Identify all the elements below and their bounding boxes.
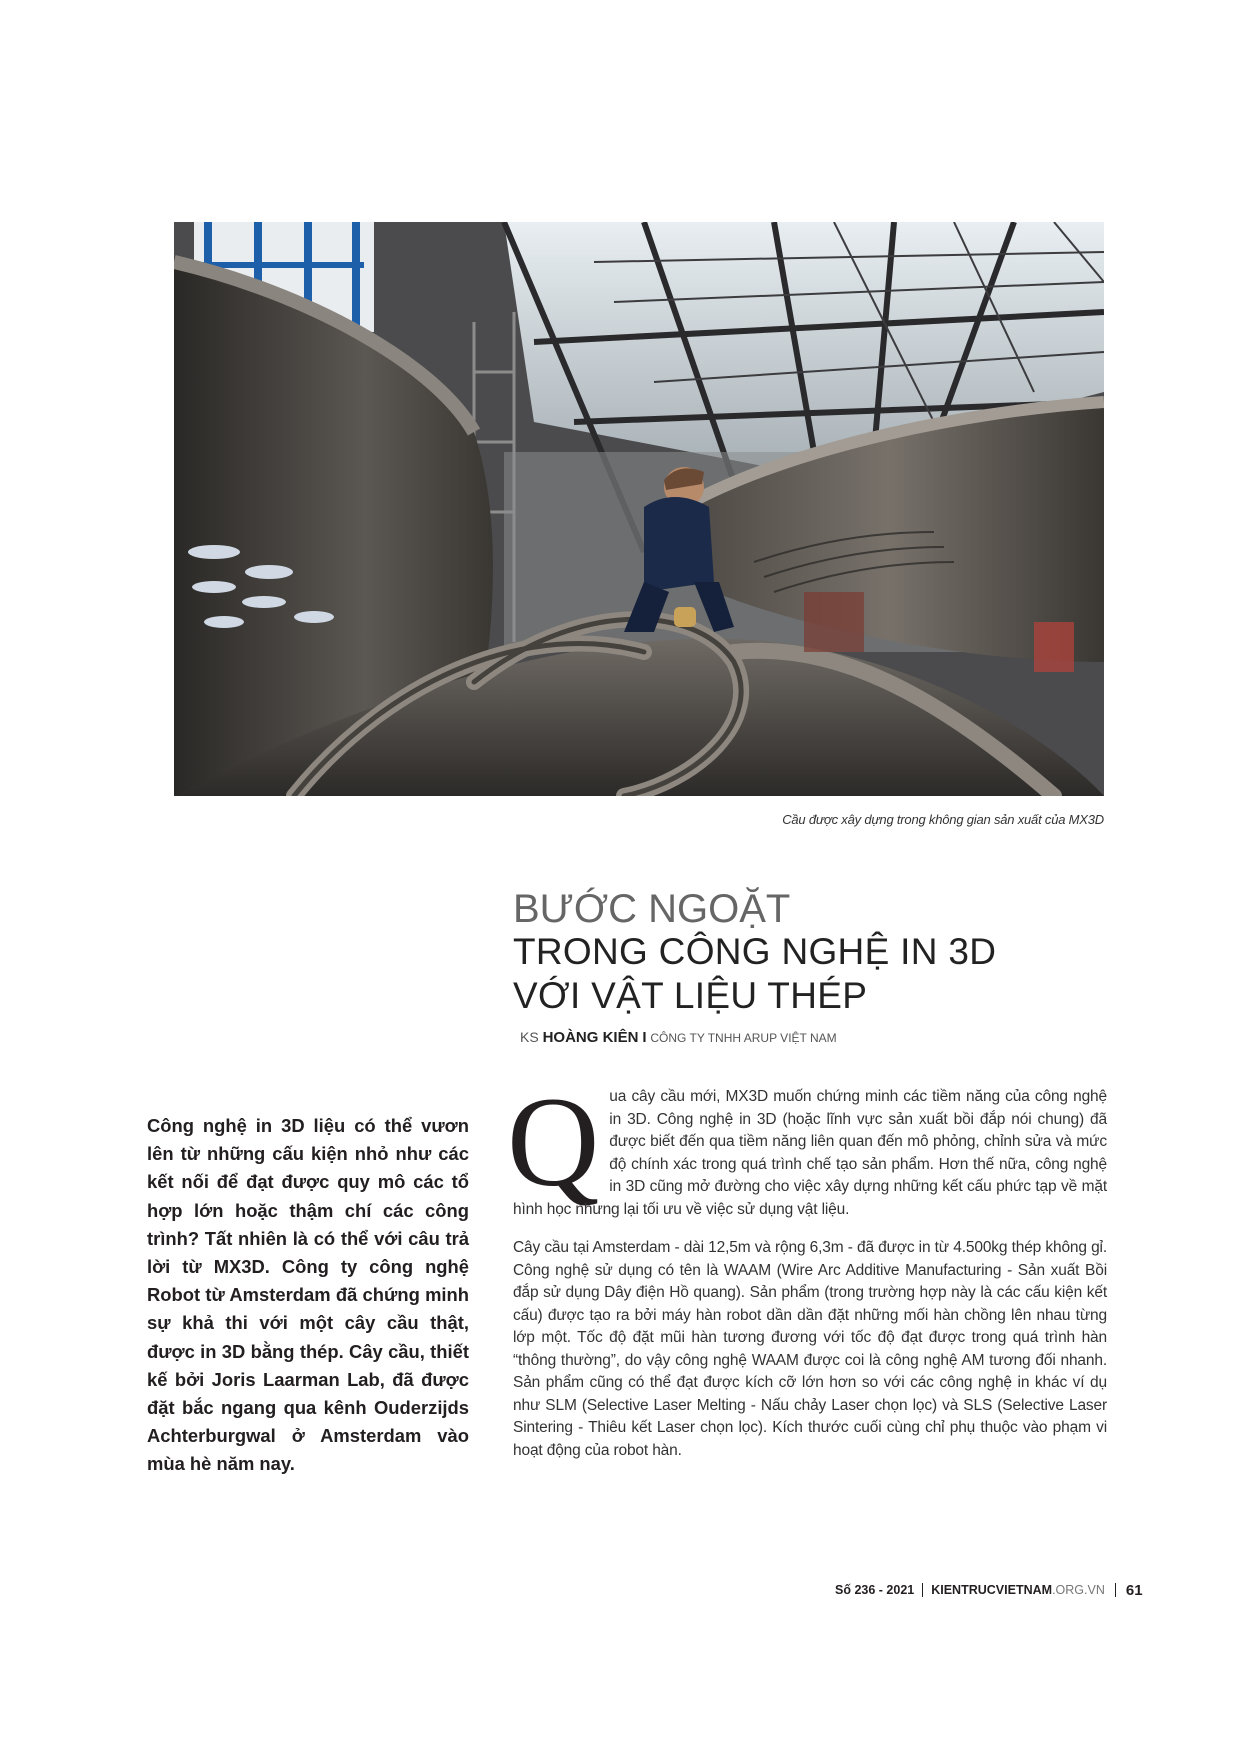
magazine-brand [923, 1583, 1116, 1597]
bridge-photo-illustration [174, 222, 1104, 796]
brand-domain: .ORG.VN [1052, 1583, 1105, 1597]
author-organization: CÔNG TY TNHH ARUP VIỆT NAM [650, 1031, 837, 1045]
byline [520, 1029, 837, 1046]
article-photo [174, 222, 1104, 796]
drop-cap: Q [507, 1071, 600, 1213]
title-line-3: VỚI VẬT LIỆU THÉP [513, 975, 868, 1016]
author-name: HOÀNG KIÊN [542, 1029, 639, 1046]
title-line-2: TRONG CÔNG NGHỆ IN 3D [513, 931, 997, 972]
brand-name: KIENTRUCVIETNAM [931, 1583, 1053, 1597]
article-title [513, 888, 1113, 1018]
lead-paragraph: Công nghệ in 3D liệu có thể vươn lên từ những cấu kiện nhỏ như các kết nối để đạt được quy mô các tổ hợp lớn hoặc thậm chí các công trình? Tất nhiên là có thể với câu trả lời từ MX3D. Công ty công nghệ Robot từ Amsterdam đã chứng minh sự khả thi với một cây cầu thật, được in 3D bằng thép. Cây cầu, thiết kế bởi Joris Laarman Lab, đã được đặt bắc ngang qua kênh Ouderzijds Achterburgwal ở Amsterdam vào mùa hè năm nay. [147, 1115, 469, 1475]
title-line-1: BƯỚC NGOẶT [513, 887, 791, 931]
byline-separator: I [642, 1029, 647, 1046]
body-paragraph-1-text: ua cây cầu mới, MX3D muốn chứng minh các tiềm năng của công nghệ in 3D. Công nghệ in 3D (hoặc lĩnh vực sản xuất bồi đắp nói chung) đã được biết đến qua tiềm năng liên quan đến mô phỏng, chỉnh sửa và mức độ chính xác trong quá trình chế tạo sản phẩm. Hơn thế nữa, công nghệ in 3D cũng mở đường cho việc xây dựng những kết cấu phức tạp về mặt hình học nhưng lại tối ưu về việc sử dụng vật liệu. [513, 1088, 1107, 1218]
article-body [507, 1071, 1107, 1478]
page-number: 61 [1125, 1581, 1143, 1599]
byline-prefix: KS [520, 1029, 539, 1045]
body-paragraph-2: Cây cầu tại Amsterdam - dài 12,5m và rộng 6,3m - đã được in từ 4.500kg thép không gỉ. Công nghệ sử dụng có tên là WAAM (Wire Arc Additive Manufacturing - Sản xuất Bồi đắp sử dụng Dây điện Hồ quang). Sản phẩm (trong trường hợp này là các cấu kiện kết cấu) được tạo ra bởi máy hàn robot dần dần đặt những mối hàn chồng lên nhau từng lớp một. Tốc độ đặt mũi hàn tương đương với tốc độ đạt được trong quá trình hàn “thông thường”, do vậy công nghệ WAAM được coi là công nghệ AM tương đối nhanh. Sản phẩm cũng có thể đạt được kích cỡ lớn hơn so với các công nghệ in khác ví dụ như SLM (Selective Laser Melting - Nấu chảy Laser chọn lọc) và SLS (Selective Laser Sintering - Thiêu kết Laser chọn lọc). Kích thước cuối cùng chỉ phụ thuộc vào phạm vi hoạt động của robot hàn. [513, 1239, 1107, 1459]
page-footer [835, 1578, 1143, 1602]
body-paragraph-1 [507, 1071, 1107, 1221]
photo-caption: Cầu được xây dựng trong không gian sản xuất của MX3D [782, 812, 1104, 827]
issue-number: Số 236 - 2021 [835, 1583, 923, 1597]
